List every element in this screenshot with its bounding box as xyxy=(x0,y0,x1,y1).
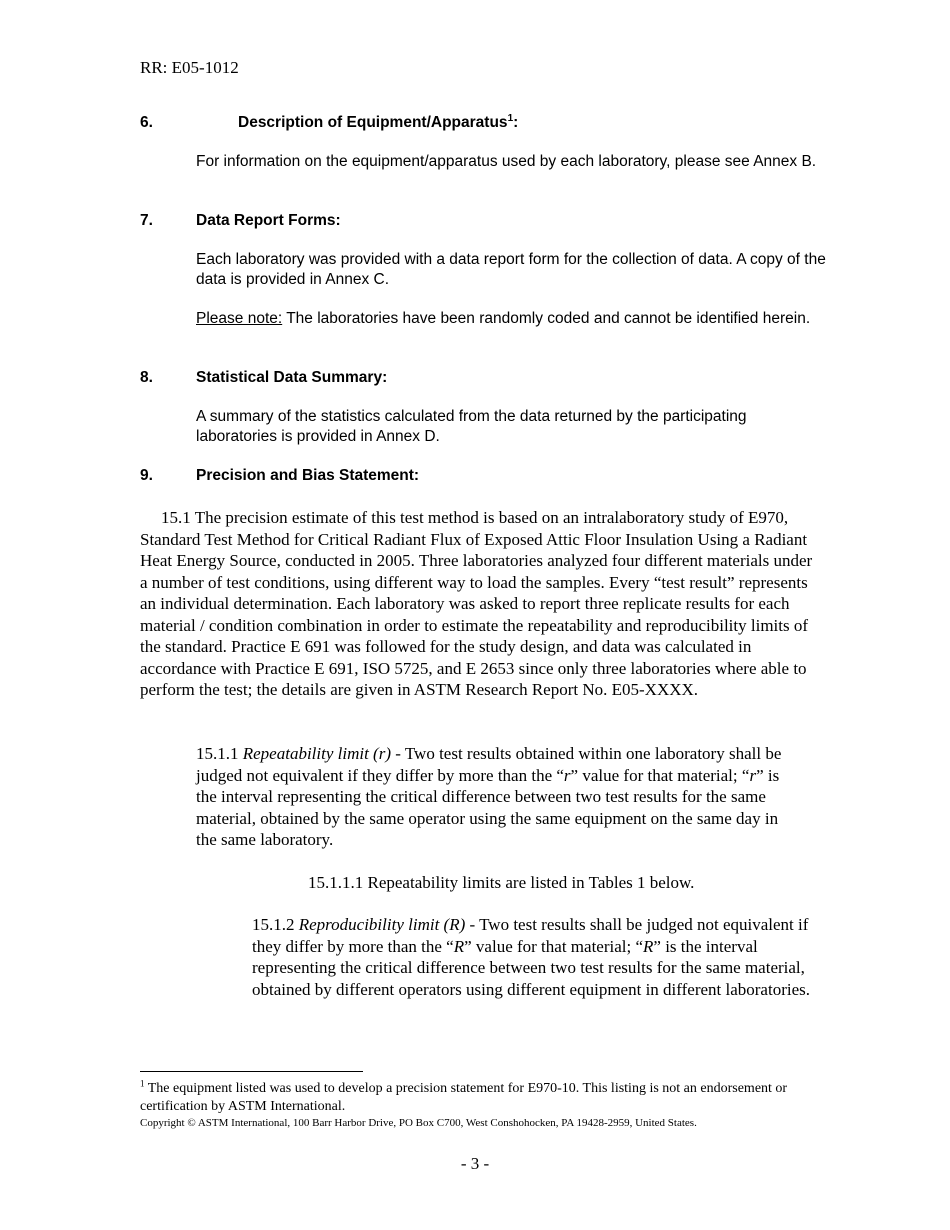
section-7-heading xyxy=(140,212,341,230)
footnote-ref: 1 xyxy=(507,112,514,124)
copyright-notice: Copyright © ASTM International, 100 Barr Harbor Drive, PO Box C700, West Conshohocken, PA 19428-2959, United States. xyxy=(140,1117,697,1129)
section-6-heading: 6. Description of Equipment/Apparatus$^1$: xyxy=(140,112,519,131)
footnote xyxy=(140,1080,820,1116)
footnote-text: The equipment listed was used to develop a precision statement for E970-10. This listing is not an endorsement or certification by ASTM International. xyxy=(140,1081,788,1114)
footnote-mark: 1 xyxy=(140,1078,145,1089)
page-number: - 3 - xyxy=(460,1154,490,1173)
section-7-note xyxy=(196,309,826,329)
section-number: 7. xyxy=(140,212,153,229)
section-title: Statistical Data Summary: xyxy=(196,369,388,386)
section-6-body: For information on the equipment/apparatus used by each laboratory, please see Annex B. xyxy=(196,153,817,170)
note-text: The laboratories have been randomly coded and cannot be identified herein. xyxy=(282,310,811,327)
section-number: 8. xyxy=(140,369,153,386)
section-8-heading xyxy=(140,369,387,387)
section-number: 9. xyxy=(140,467,153,484)
footnote-divider xyxy=(140,1071,363,1072)
section-title: Data Report Forms: xyxy=(196,212,341,229)
paragraph-15-1-1-1: 15.1.1.1 Repeatability limits are listed in Tables 1 below. xyxy=(308,873,695,892)
paragraph-15-1-2: 15.1.2 Reproducibility limit (R) - Two test results shall be judged not equivalent if they differ by more than the “R” value for that material; “R” is the interval representing the critical difference between two test results for the same material, obtained by different operators using different equipment in different laboratories. xyxy=(252,915,810,999)
paragraph-15-1: 15.1 The precision estimate of this test method is based on an intralaboratory study of E970, Standard Test Method for Critical Radiant Flux of Exposed Attic Floor Insulation Using a Radiant Heat Energy Source, conducted in 2005. Three laboratories analyzed four different materials under a number of test conditions, using different way to load the samples. Every “test result” represents an individual determination. Each laboratory was asked to report three replicate results for each material / condition combination in order to estimate the repeatability and reproducibility limits of the standard. Practice E 691 was followed for the study design, and data was calculated in accordance with Practice E 691, ISO 5725, and E 2653 since only three laboratories where able to perform the test; the details are given in ASTM Research Report No. E05-XXXX. xyxy=(140,508,813,699)
section-number: 6. xyxy=(140,114,153,131)
repeatability-term: Repeatability limit (r) xyxy=(242,744,391,763)
section-7-body: Each laboratory was provided with a data report form for the collection of data. A copy of the data is provided in Annex C. xyxy=(196,251,826,288)
section-title: Precision and Bias Statement: xyxy=(196,467,420,484)
section-title: Description of Equipment/Apparatus xyxy=(238,114,508,131)
reproducibility-term: Reproducibility limit (R) xyxy=(298,915,466,934)
paragraph-15-1-1: 15.1.1 Repeatability limit (r) - Two test results obtained within one laboratory shall be judged not equivalent if they differ by more than the “r” value for that material; “r” is the interval representing the critical difference between two test results for the same material, obtained by the same operator using the same equipment on the same day in the same laboratory. xyxy=(196,744,782,849)
section-9-heading xyxy=(140,467,419,485)
section-8-body: A summary of the statistics calculated from the data returned by the participating laboratories is provided in Annex D. xyxy=(196,408,747,445)
note-label: Please note: xyxy=(196,310,283,327)
report-id-header: RR: E05-1012 xyxy=(140,58,239,77)
